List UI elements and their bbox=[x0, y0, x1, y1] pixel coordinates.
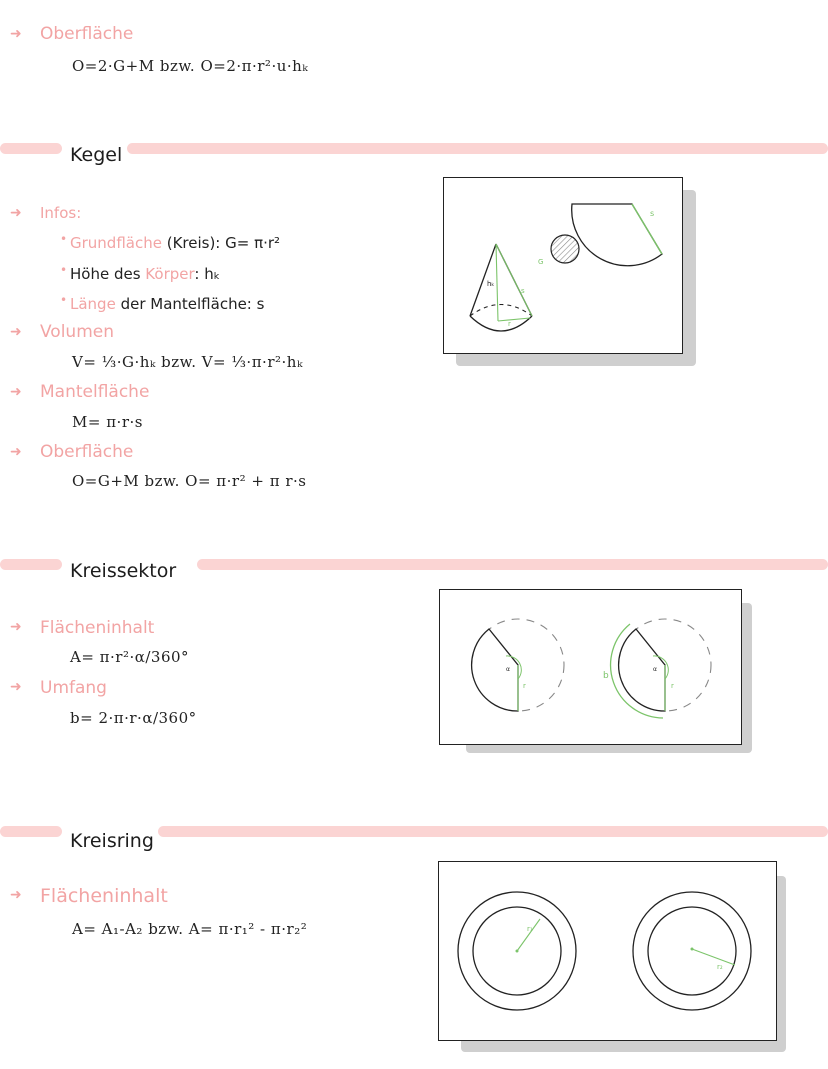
g-label: G bbox=[538, 258, 544, 266]
oberflaeche-formula: O=G+M bzw. O= π·r² + π r·s bbox=[72, 472, 307, 490]
bullet-dot: • bbox=[60, 263, 68, 277]
cone-slant-label: s bbox=[521, 287, 525, 295]
arrow-icon: ➜ bbox=[10, 887, 22, 903]
ring-flaeche-label: Flächeninhalt bbox=[40, 885, 168, 907]
volumen-label: Volumen bbox=[40, 322, 115, 342]
bullet-pre: Höhe des bbox=[70, 265, 146, 283]
bullet-dot: • bbox=[60, 293, 68, 307]
oberflaeche-label: Oberfläche bbox=[40, 442, 134, 462]
sektor-flaeche-formula: A= π·r²·α/360° bbox=[70, 648, 190, 666]
kreisring-diagram bbox=[438, 861, 777, 1041]
r2-label: r₂ bbox=[717, 963, 723, 971]
section-divider bbox=[0, 559, 62, 570]
arrow-icon: ➜ bbox=[10, 619, 22, 635]
bullet-accent: Körper bbox=[145, 265, 195, 283]
section-divider bbox=[158, 826, 828, 837]
kegel-title: Kegel bbox=[70, 144, 123, 166]
arrow-icon: ➜ bbox=[10, 205, 22, 221]
arrow-icon: ➜ bbox=[10, 679, 22, 695]
cone-height-label: hₖ bbox=[487, 280, 495, 288]
kreissektor-title: Kreissektor bbox=[70, 560, 177, 582]
sector-drawing bbox=[440, 590, 741, 744]
bullet-hoehe bbox=[70, 265, 220, 283]
mantel-label: Mantelfläche bbox=[40, 382, 150, 402]
arrow-icon: ➜ bbox=[10, 384, 22, 400]
section-divider bbox=[0, 143, 62, 154]
bullet-laenge bbox=[70, 295, 264, 313]
arrow-icon: ➜ bbox=[10, 26, 22, 42]
bullet-accent: Grundfläche bbox=[70, 234, 162, 252]
oberflaeche-label-top: Oberfläche bbox=[40, 24, 134, 44]
umfang-label: Umfang bbox=[40, 678, 107, 698]
bullet-rest: (Kreis): G= π·r² bbox=[161, 234, 281, 252]
r1-label: r₁ bbox=[527, 925, 533, 933]
cone-radius-label: r bbox=[508, 320, 511, 328]
sector-radius-label: r bbox=[523, 682, 526, 690]
oberflaeche-formula-top: O=2·G+M bzw. O=2·π·r²·u·hₖ bbox=[72, 57, 309, 75]
bullet-dot: • bbox=[60, 232, 68, 246]
cone-drawing bbox=[444, 178, 682, 353]
umfang-formula: b= 2·π·r·α/360° bbox=[70, 709, 197, 727]
sektor-flaeche-label: Flächeninhalt bbox=[40, 618, 155, 638]
arrow-icon: ➜ bbox=[10, 324, 22, 340]
bullet-rest: der Mantelfläche: s bbox=[115, 295, 265, 313]
kreissektor-diagram bbox=[439, 589, 742, 745]
ring-drawing bbox=[439, 862, 776, 1040]
section-divider bbox=[0, 826, 62, 837]
kreisring-title: Kreisring bbox=[70, 830, 154, 852]
section-divider bbox=[127, 143, 828, 154]
section-divider bbox=[197, 559, 828, 570]
kegel-diagram bbox=[443, 177, 683, 354]
mantel-formula: M= π·r·s bbox=[72, 413, 143, 431]
infos-label: Infos: bbox=[40, 204, 82, 222]
volumen-formula: V= ⅓·G·hₖ bzw. V= ⅓·π·r²·hₖ bbox=[72, 353, 303, 371]
sector-alpha-label: α bbox=[653, 666, 657, 673]
arc-label: b bbox=[603, 671, 609, 681]
bullet-rest: : hₖ bbox=[194, 265, 221, 283]
sector-slant-label: s bbox=[650, 209, 655, 218]
bullet-accent: Länge bbox=[70, 295, 116, 313]
ring-flaeche-formula: A= A₁-A₂ bzw. A= π·r₁² - π·r₂² bbox=[72, 920, 308, 938]
sector-alpha-label: α bbox=[506, 666, 510, 673]
arrow-icon: ➜ bbox=[10, 444, 22, 460]
sector-radius-label: r bbox=[671, 682, 674, 690]
bullet-grundflaeche bbox=[70, 234, 280, 252]
